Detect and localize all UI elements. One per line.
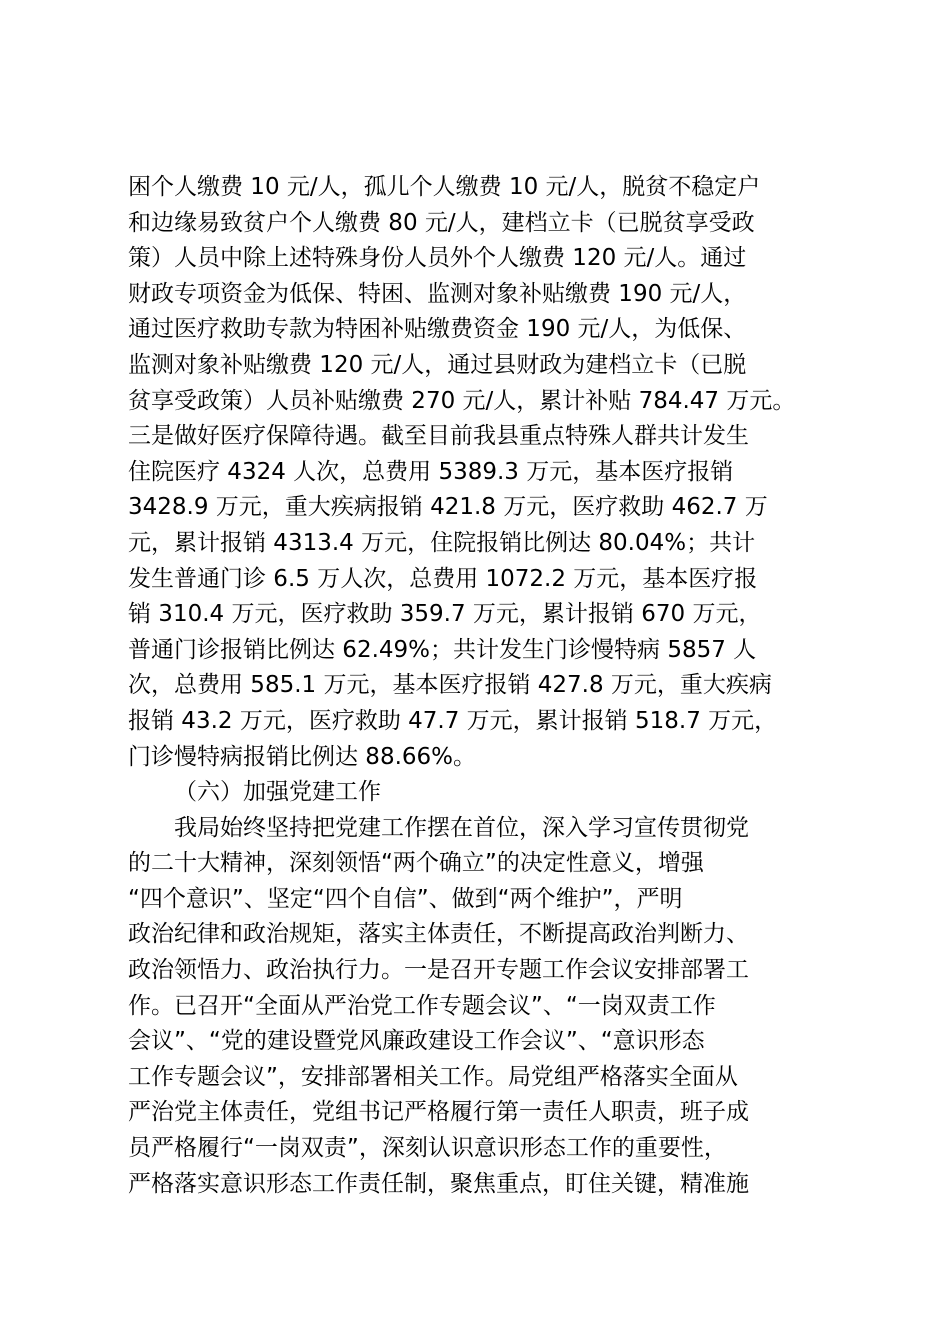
text-line: 会议”、“党的建设暨党风廉政建设工作会议”、“意识形态 [128, 1028, 705, 1055]
section-heading: （六）加强党建工作 [174, 779, 381, 806]
text-line: 3428.9 万元，重大疾病报销 421.8 万元，医疗救助 462.7 万 [128, 494, 768, 521]
text-line: 次，总费用 585.1 万元，基本医疗报销 427.8 万元，重大疾病 [128, 672, 772, 699]
text-line: 策）人员中除上述特殊身份人员外个人缴费 120 元/人。通过 [128, 245, 747, 272]
text-line: 困个人缴费 10 元/人，孤儿个人缴费 10 元/人，脱贫不稳定户 [128, 174, 761, 200]
text-line: 三是做好医疗保障待遇。截至目前我县重点特殊人群共计发生 [128, 423, 749, 450]
text-line: 监测对象补贴缴费 120 元/人，通过县财政为建档立卡（已脱 [128, 351, 747, 378]
text-line: 元，累计报销 4313.4 万元，住院报销比例达 80.04%；共计 [128, 529, 756, 556]
text-line: 发生普通门诊 6.5 万人次，总费用 1072.2 万元，基本医疗报 [128, 565, 758, 592]
text-line: 普通门诊报销比例达 62.49%；共计发生门诊慢特病 5857 人 [128, 636, 757, 663]
text-line: 政治领悟力、政治执行力。一是召开专题工作会议安排部署工 [128, 957, 749, 984]
text-line: 政治纪律和政治规矩，落实主体责任，不断提高政治判断力、 [128, 921, 749, 948]
text-line: 贫享受政策）人员补贴缴费 270 元/人，累计补贴 784.47 万元。 [128, 387, 796, 414]
text-line: 严治党主体责任，党组书记严格履行第一责任人职责，班子成 [128, 1099, 749, 1126]
text-line: 财政专项资金为低保、特困、监测对象补贴缴费 190 元/人， [128, 280, 747, 307]
text-line: 报销 43.2 万元，医疗救助 47.7 万元，累计报销 518.7 万元， [128, 707, 778, 734]
text-line: 的二十大精神，深刻领悟“两个确立”的决定性意义，增强 [128, 850, 704, 877]
text-line: 通过医疗救助专款为特困补贴缴费资金 190 元/人，为低保、 [128, 316, 747, 343]
text-line: 住院医疗 4324 人次，总费用 5389.3 万元，基本医疗报销 [128, 458, 734, 485]
text-line: 作。已召开“全面从严治党工作专题会议”、“一岗双责工作 [128, 992, 716, 1019]
text-line: “四个意识”、坚定“四个自信”、做到“两个维护”，严明 [128, 885, 683, 912]
text-line: 门诊慢特病报销比例达 88.66%。 [128, 743, 477, 770]
text-line: 严格落实意识形态工作责任制，聚焦重点，盯住关键，精准施 [128, 1170, 749, 1197]
text-line: 和边缘易致贫户个人缴费 80 元/人，建档立卡（已脱贫享受政 [128, 209, 755, 236]
text-line: 工作专题会议”，安排部署相关工作。局党组严格落实全面从 [128, 1063, 738, 1090]
text-line: 销 310.4 万元，医疗救助 359.7 万元，累计报销 670 万元， [128, 601, 762, 628]
text-line: 员严格履行“一岗双责”，深刻认识意识形态工作的重要性， [128, 1135, 727, 1162]
body-text [128, 170, 848, 1202]
text-line: 我局始终坚持把党建工作摆在首位，深入学习宣传贯彻党 [174, 814, 749, 841]
